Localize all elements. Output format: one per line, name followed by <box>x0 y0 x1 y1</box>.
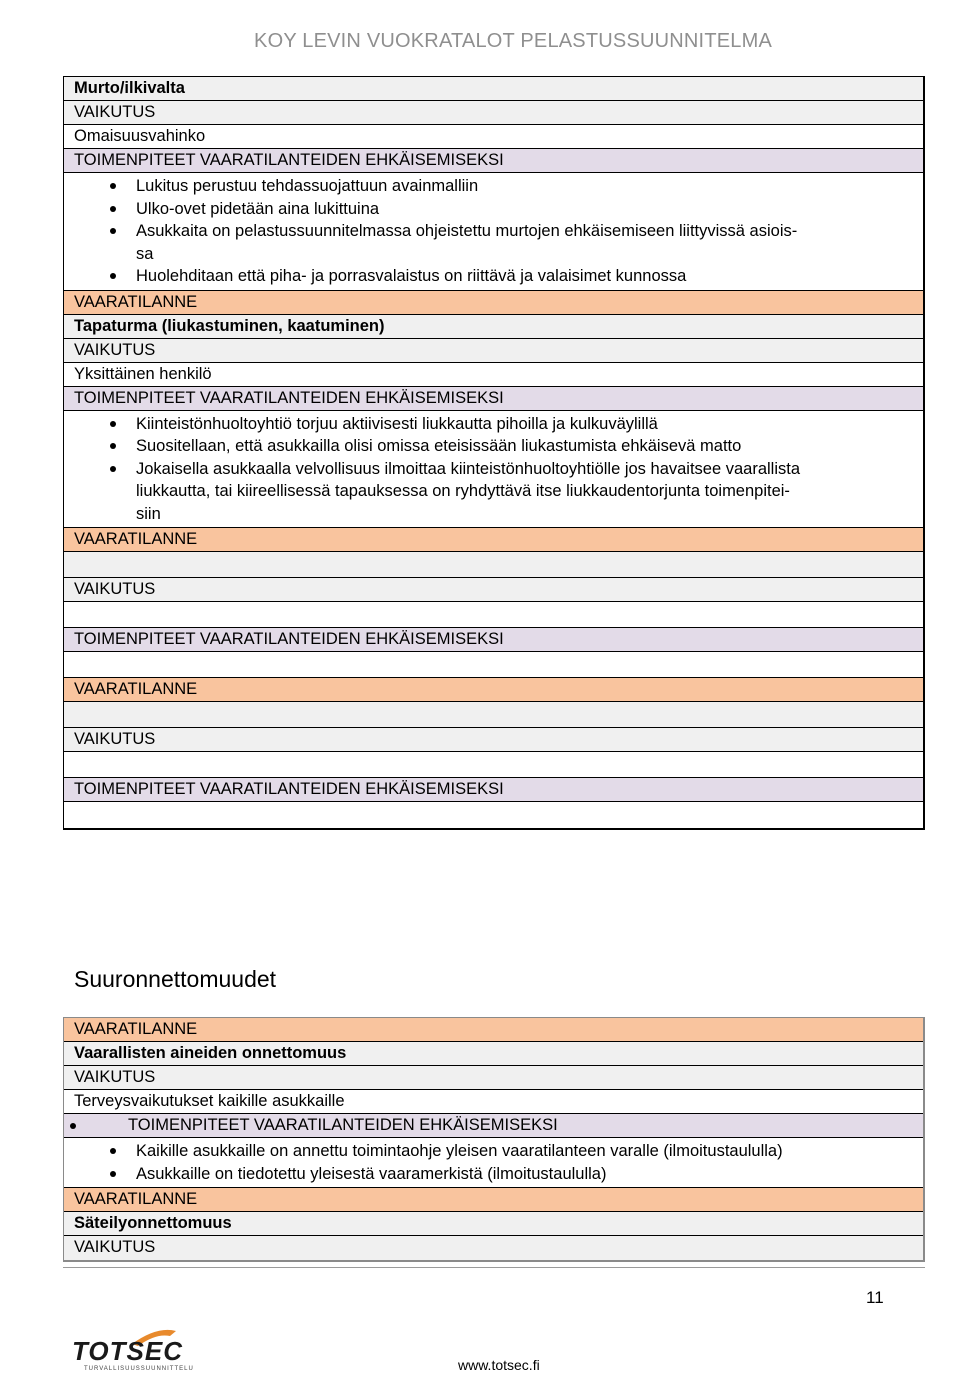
row-measures-list <box>64 411 923 529</box>
row-empty <box>64 752 923 778</box>
row-empty <box>64 602 923 628</box>
bullet-icon <box>110 1171 116 1177</box>
row-effect-label: VAIKUTUS <box>64 339 923 363</box>
row-empty <box>64 702 923 728</box>
row-empty <box>64 552 923 578</box>
row-empty <box>64 652 923 678</box>
row-measures-label: TOIMENPITEET VAARATILANTEIDEN EHKÄISEMISEKSI <box>64 149 923 173</box>
row-hazard-label: VAARATILANNE <box>64 528 923 552</box>
row-effect-label: VAIKUTUS <box>64 1066 923 1090</box>
row-measures-label: TOIMENPITEET VAARATILANTEIDEN EHKÄISEMISEKSI <box>64 778 923 802</box>
row-effect-value: Terveysvaikutukset kaikille asukkaille <box>64 1090 923 1114</box>
page-header-title: KOY LEVIN VUOKRATALOT PELASTUSSUUNNITELMA <box>254 30 772 52</box>
row-effect-label: VAIKUTUS <box>64 578 923 602</box>
bullet-icon <box>70 1123 76 1129</box>
row-hazard-title: Vaarallisten aineiden onnettomuus <box>64 1042 923 1066</box>
row-empty <box>64 802 923 828</box>
row-measures-list <box>64 173 923 291</box>
row-effect-value: Yksittäinen henkilö <box>64 363 923 387</box>
hazard-table-2 <box>63 1017 925 1262</box>
list-item: Huolehditaan että piha- ja porrasvalaistus on riittävä ja valaisimet kunnossa <box>74 265 923 288</box>
bullet-icon <box>110 183 116 189</box>
row-measures-list <box>64 1138 923 1188</box>
row-hazard-title: Säteilyonnettomuus <box>64 1212 923 1236</box>
bullet-icon <box>110 273 116 279</box>
list-item: Kaikille asukkaille on annettu toimintaohje yleisen vaaratilanteen varalle (ilmoitustaululla) <box>74 1140 923 1163</box>
bullet-icon <box>110 206 116 212</box>
row-effect-label: VAIKUTUS <box>64 1236 923 1260</box>
row-hazard-label: VAARATILANNE <box>64 1018 923 1042</box>
page-number: 11 <box>866 1288 884 1307</box>
list-item: Suositellaan, että asukkailla olisi omissa eteisissään liukastumista ehkäisevä matto <box>74 435 923 458</box>
list-item: Asukkaita on pelastussuunnitelmassa ohjeistettu murtojen ehkäisemiseen liittyvissä asiois- sa <box>74 220 923 265</box>
row-measures-label: TOIMENPITEET VAARATILANTEIDEN EHKÄISEMISEKSI <box>64 1114 923 1138</box>
list-item: Ulko-ovet pidetään aina lukittuina <box>74 198 923 221</box>
bullet-icon <box>110 1148 116 1154</box>
list-item: Jokaisella asukkaalla velvollisuus ilmoittaa kiinteistönhuoltoyhtiölle jos havaitsee vaarallista liukkautta, tai kiireellisessä tapauksessa on ryhdyttävä itse liukkaudentorjunta toimenpitei- siin <box>74 458 923 526</box>
row-hazard-label: VAARATILANNE <box>64 678 923 702</box>
row-hazard-label: VAARATILANNE <box>64 1188 923 1212</box>
row-measures-label: TOIMENPITEET VAARATILANTEIDEN EHKÄISEMISEKSI <box>64 628 923 652</box>
section-title: Suuronnettomuudet <box>74 966 277 992</box>
row-measures-label: TOIMENPITEET VAARATILANTEIDEN EHKÄISEMISEKSI <box>64 387 923 411</box>
totsec-logo <box>72 1322 237 1377</box>
list-item: Kiinteistönhuoltoyhtiö torjuu aktiivisesti liukkautta pihoilla ja kulkuväylillä <box>74 413 923 436</box>
hazard-table-1 <box>63 76 925 830</box>
footer-divider <box>63 1267 925 1268</box>
row-effect-value: Omaisuusvahinko <box>64 125 923 149</box>
list-item: Asukkaille on tiedotettu yleisestä vaaramerkistä (ilmoitustaululla) <box>74 1163 923 1186</box>
bullet-icon <box>110 443 116 449</box>
row-hazard-label: VAARATILANNE <box>64 291 923 315</box>
bullet-icon <box>110 228 116 234</box>
bullet-icon <box>110 421 116 427</box>
row-hazard-title: Tapaturma (liukastuminen, kaatuminen) <box>64 315 923 339</box>
totsec-logo-icon <box>72 1322 237 1372</box>
row-effect-label: VAIKUTUS <box>64 728 923 752</box>
row-effect-label: VAIKUTUS <box>64 101 923 125</box>
list-item: Lukitus perustuu tehdassuojattuun avainmalliin <box>74 175 923 198</box>
footer-url[interactable]: www.totsec.fi <box>458 1357 540 1373</box>
svg-text:TURVALLISUUSSUUNNITTELU: TURVALLISUUSSUUNNITTELU <box>84 1366 194 1372</box>
bullet-icon <box>110 466 116 472</box>
row-hazard-title: Murto/ilkivalta <box>64 77 923 101</box>
svg-text:TOTSEC: TOTSEC <box>72 1336 183 1366</box>
